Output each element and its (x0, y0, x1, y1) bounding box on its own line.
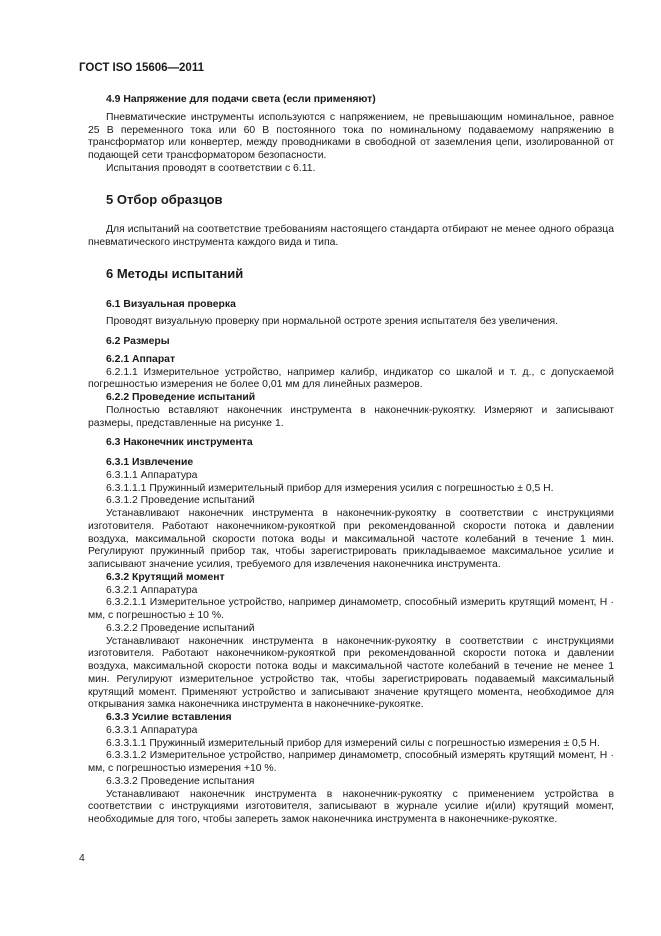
paragraph-6-3-1-1: 6.3.1.1 Аппаратура (106, 469, 198, 481)
paragraph-6-3-1-1-1: 6.3.1.1.1 Пружинный измерительный прибор для измерения усилия с погрешностью ± 0,5 Н. (106, 482, 554, 494)
heading-6-3-2: 6.3.2 Крутящий момент (106, 571, 225, 583)
paragraph-6-3-3-2: 6.3.3.2 Проведение испытания (106, 775, 255, 787)
section-6-title: 6 Методы испытаний (106, 265, 244, 281)
heading-6-3-3: 6.3.3 Усилие вставления (106, 712, 232, 723)
paragraph-6-2-1-1: 6.2.1.1 Измерительное устройство, например калибр, индикатор со шкалой и т. д., с допускаемой погрешностью измерения не более 0,01 мм для линейных размеров. (88, 366, 614, 391)
section-5-title: 5 Отбор образцов (106, 191, 223, 207)
paragraph-6-1: Проводят визуальную проверку при нормальной остроте зрения испытателя без увеличения. (106, 316, 558, 328)
paragraph-5-1: Для испытаний на соответствие требованиям настоящего стандарта отбирают не менее одного образца пневматического инструмента каждого вида и типа. (88, 224, 614, 248)
heading-6-2-2: 6.2.2 Проведение испытаний (106, 392, 256, 403)
paragraph-6-3-3-1: 6.3.3.1 Аппаратура (106, 724, 198, 736)
paragraph-6-2-2: Полностью вставляют наконечник инструмента в наконечник-рукоятку. Измеряют и записывают размеры, представленные на рисунке 1. (88, 404, 614, 429)
heading-6-2-1: 6.2.1 Аппарат (106, 353, 176, 365)
paragraph-6-3-2-1-1: 6.3.2.1.1 Измерительное устройство, например динамометр, способный измерить крутящий момент, Н · мм, с погрешностью ± 10 %. (88, 597, 614, 621)
heading-6-3: 6.3 Наконечник инструмента (106, 437, 253, 449)
paragraph-6-3-3-1-1: 6.3.3.1.1 Пружинный измерительный прибор для измерений силы с погрешностью измерения ± 0,5 Н. (106, 737, 600, 749)
paragraph-4-9-1: Пневматические инструменты используются с напряжением, не превышающим номинальное, равное 25 В переменного тока или 60 В постоянного тока по номинальному подаваемому напряжению в трансформатор или конвертер, между проводниками в свободной от заземления цепи, изолированной от подающей сети трансформатором безопасности. (88, 111, 614, 161)
heading-6-3-1: 6.3.1 Извлечение (106, 457, 194, 468)
paragraph-4-9-2: Испытания проводят в соответствии с 6.11. (106, 162, 316, 174)
document-header: ГОСТ ISO 15606—2011 (79, 62, 204, 74)
paragraph-6-3-2-2-body: Устанавливают наконечник инструмента в наконечник-рукоятку в соответствии с инструкциями изготовителя. Работают наконечником-рукояткой при рекомендованной скорости потока и давлении воздуха, максимальной скорости потока воды и максимальной частоте колебаний в течение не менее 1 мин. Регулируют измерительное устройство так, чтобы зарегистрировать подаваемый максимальный крутящий момент. Применяют устройство и записывают значение крутящего момента, необходимое для открывания замка наконечника инструмента в наконечнике-рукоятке. (88, 635, 614, 711)
heading-6-2: 6.2 Размеры (106, 336, 170, 347)
paragraph-6-3-1-2: 6.3.1.2 Проведение испытаний (106, 495, 255, 507)
heading-4-9: 4.9 Напряжение для подачи света (если применяют) (106, 94, 376, 105)
paragraph-6-3-3-2-body: Устанавливают наконечник инструмента в наконечник-рукоятку с применением устройства в соответствии с инструкциями изготовителя, записывают в журнале усилие и(или) крутящий момент, необходимые для того, чтобы запереть замок наконечника инструмента в наконечнике-рукоятке. (88, 788, 614, 825)
paragraph-6-3-1-2-body: Устанавливают наконечник инструмента в наконечник-рукоятку в соответствии с инструкциями изготовителя. Работают наконечником-рукояткой при рекомендованной скорости потока и давлении воздуха, максимальной скорости потока воды и максимальной частоте колебаний в течение 1 мин. Регулируют пружинный прибор так, чтобы зарегистрировать прикладываемое максимальное усилие и записывают значение усилия, требуемого для извлечения наконечника инструмента. (88, 508, 614, 570)
paragraph-6-3-2-2: 6.3.2.2 Проведение испытаний (106, 622, 255, 634)
paragraph-6-3-3-1-2: 6.3.3.1.2 Измерительное устройство, например динамометр, способный измерять крутящий момент, Н · мм, с погрешностью измерения +10 %. (88, 750, 614, 774)
page-number: 4 (79, 853, 85, 864)
document-body (88, 94, 614, 827)
paragraph-6-3-2-1: 6.3.2.1 Аппаратура (106, 584, 198, 596)
heading-6-1: 6.1 Визуальная проверка (106, 298, 236, 310)
